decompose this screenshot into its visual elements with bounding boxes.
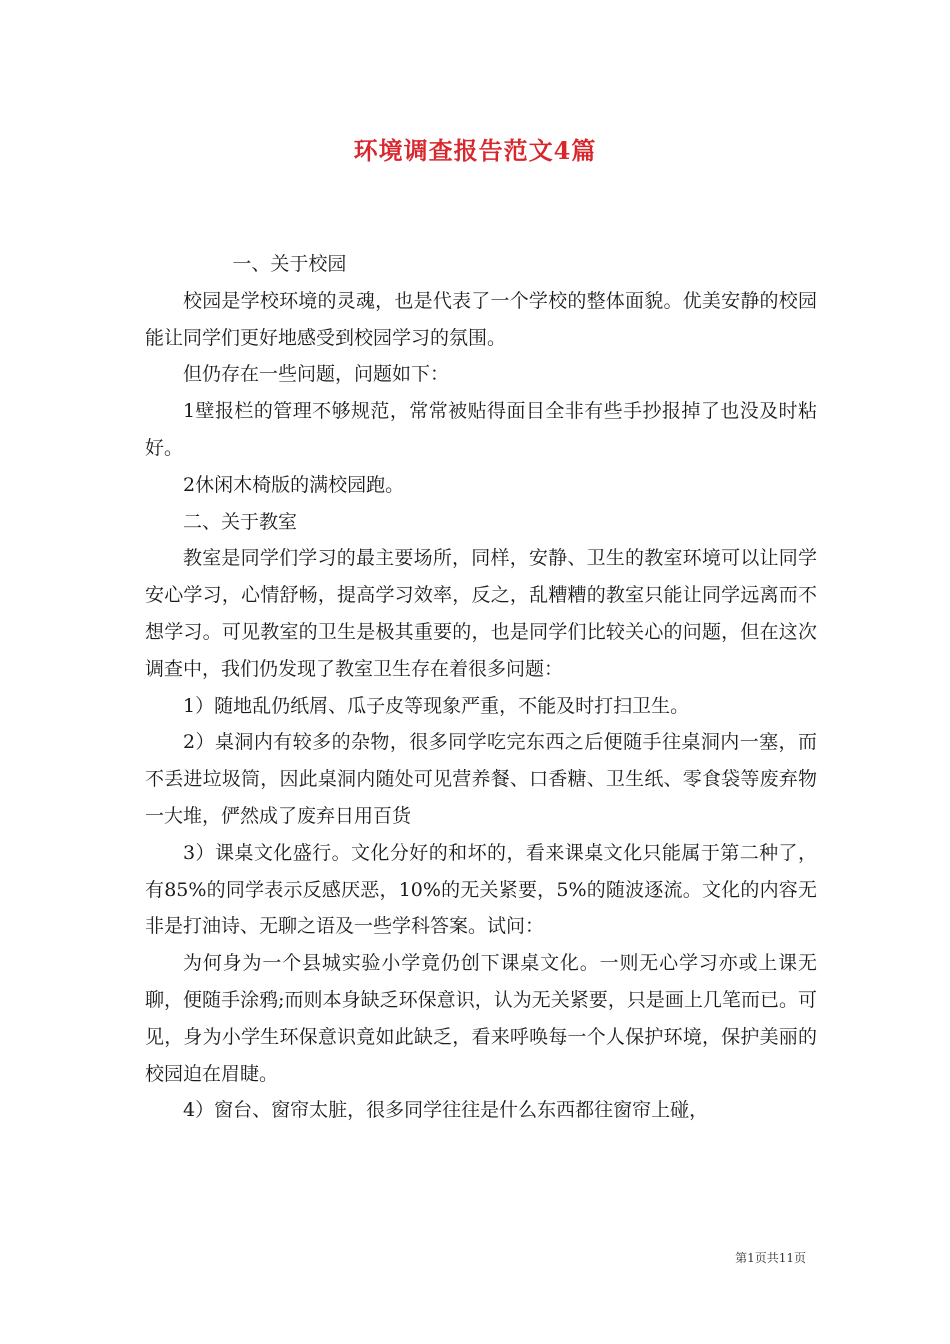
- list-item: 2休闲木椅版的满校园跑。: [183, 473, 405, 496]
- section-heading: 二、关于教室: [183, 510, 298, 533]
- list-item: 2）桌洞内有较多的杂物，很多同学吃完东西之后便随手往桌洞内一塞，而不丢进垃圾筒，因此桌洞内随处可见营养餐、口香糖、卫生纸、零食袋等废弃物一大堆，俨然成了废弃日用百货: [145, 731, 817, 827]
- list-item: 3）课桌文化盛行。文化分好的和坏的，看来课桌文化只能属于第二种了，有85%的同学表示反感厌恶，10%的无关紧要，5%的随波逐流。文化的内容无非是打油诗、无聊之语及一些学科答案。试问：: [145, 841, 817, 938]
- document-body: [145, 246, 817, 1129]
- list-item: 1）随地乱仍纸屑、瓜子皮等现象严重，不能及时打扫卫生。: [183, 694, 690, 717]
- paragraph: 校园是学校环境的灵魂，也是代表了一个学校的整体面貌。优美安静的校园能让同学们更好地感受到校园学习的氛围。: [145, 289, 817, 349]
- paragraph: 但仍存在一些问题，问题如下：: [183, 363, 450, 386]
- list-item: 4）窗台、窗帘太脏，很多同学往往是什么东西都往窗帘上碰，: [183, 1099, 709, 1122]
- paragraph: 为何身为一个县城实验小学竟仍创下课桌文化。一则无心学习亦或上课无聊，便随手涂鸦;而则本身缺乏环保意识，认为无关紧要，只是画上几笔而已。可见，身为小学生环保意识竟如此缺乏，看来呼唤每一个人保护环境，保护美丽的校园迫在眉睫。: [145, 952, 817, 1085]
- section-heading: 一、关于校园: [232, 253, 347, 275]
- list-item: 1壁报栏的管理不够规范，常常被贴得面目全非有些手抄报掉了也没及时粘好。: [145, 400, 817, 459]
- paragraph: 教室是同学们学习的最主要场所，同样，安静、卫生的教室环境可以让同学安心学习，心情舒畅，提高学习效率，反之，乱糟糟的教室只能让同学远离而不想学习。可见教室的卫生是极其重要的，也是同学们比较关心的问题，但在这次调查中，我们仍发现了教室卫生存在着很多问题：: [145, 547, 817, 680]
- page-number: 第1页共11页: [735, 1251, 806, 1265]
- document-title: 环境调查报告范文4篇: [353, 136, 597, 165]
